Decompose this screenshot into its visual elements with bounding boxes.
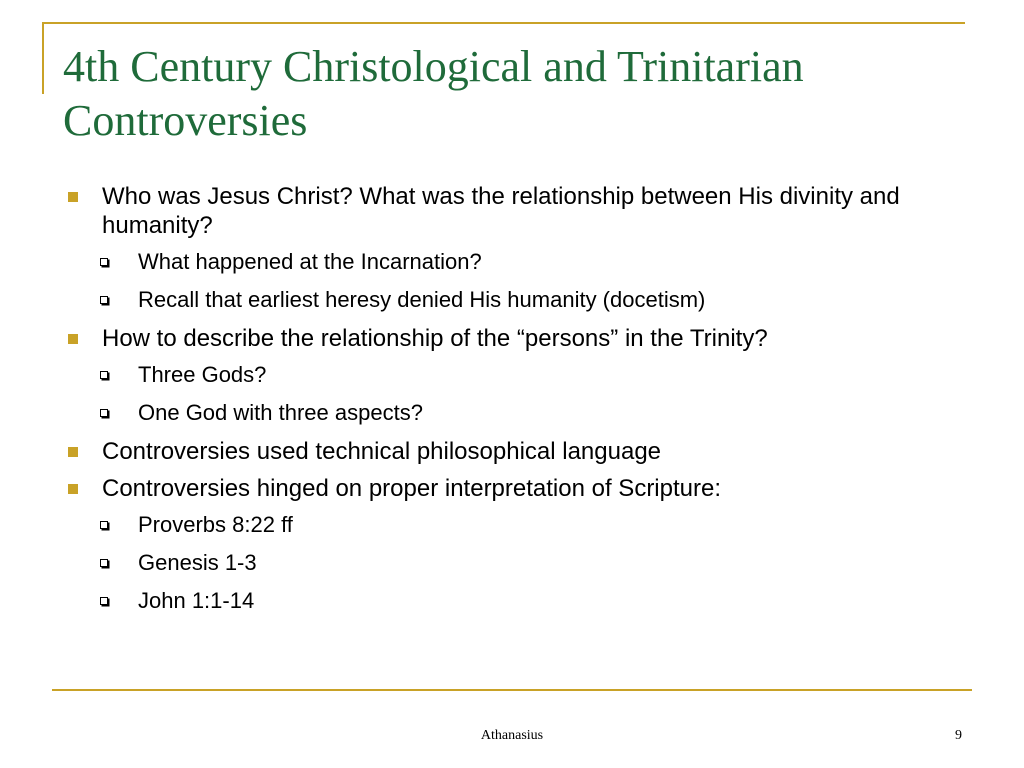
sub-bullet-item [66, 361, 966, 388]
hollow-square-bullet-icon [100, 597, 108, 605]
sub-bullet-text: Genesis 1-3 [138, 550, 257, 575]
sub-bullet-item [66, 587, 966, 614]
title-line-1: 4th Century Christological and Trinitarian [63, 42, 804, 91]
filled-square-bullet-icon [68, 334, 78, 344]
bullet-list [66, 182, 966, 625]
bullet-item [66, 324, 966, 353]
sub-bullet-item [66, 399, 966, 426]
filled-square-bullet-icon [68, 484, 78, 494]
hollow-square-bullet-icon [100, 559, 108, 567]
bullet-item [66, 437, 966, 466]
frame-left-rule [42, 22, 44, 94]
sub-bullet-text: Proverbs 8:22 ff [138, 512, 293, 537]
sub-bullet-text: Recall that earliest heresy denied His humanity (docetism) [138, 287, 706, 312]
footer-rule [52, 689, 972, 691]
bullet-text: Controversies hinged on proper interpretation of Scripture: [102, 475, 722, 502]
hollow-square-bullet-icon [100, 296, 108, 304]
bullet-text: Controversies used technical philosophical language [102, 438, 662, 465]
title-line-2: Controversies [63, 96, 308, 145]
bullet-item [66, 474, 966, 503]
hollow-square-bullet-icon [100, 371, 108, 379]
sub-bullet-item [66, 549, 966, 576]
hollow-square-bullet-icon [100, 258, 108, 266]
bullet-item [66, 182, 966, 240]
hollow-square-bullet-icon [100, 409, 108, 417]
sub-bullet-text: One God with three aspects? [138, 400, 423, 425]
sub-bullet-item [66, 511, 966, 538]
frame-top-rule [42, 22, 965, 24]
bullet-text: Who was Jesus Christ? What was the relationship between His divinity and humanity? [102, 183, 900, 239]
footer-title: Athanasius [480, 728, 544, 743]
slide-title [63, 40, 983, 148]
sub-bullet-item [66, 286, 966, 313]
sub-bullet-text: Three Gods? [138, 362, 267, 387]
bullet-text: How to describe the relationship of the “persons” in the Trinity? [102, 325, 768, 352]
sub-bullet-text: What happened at the Incarnation? [138, 249, 482, 274]
filled-square-bullet-icon [68, 447, 78, 457]
filled-square-bullet-icon [68, 192, 78, 202]
sub-bullet-text: John 1:1-14 [138, 588, 255, 613]
sub-bullet-item [66, 248, 966, 275]
page-number: 9 [955, 728, 962, 743]
hollow-square-bullet-icon [100, 521, 108, 529]
